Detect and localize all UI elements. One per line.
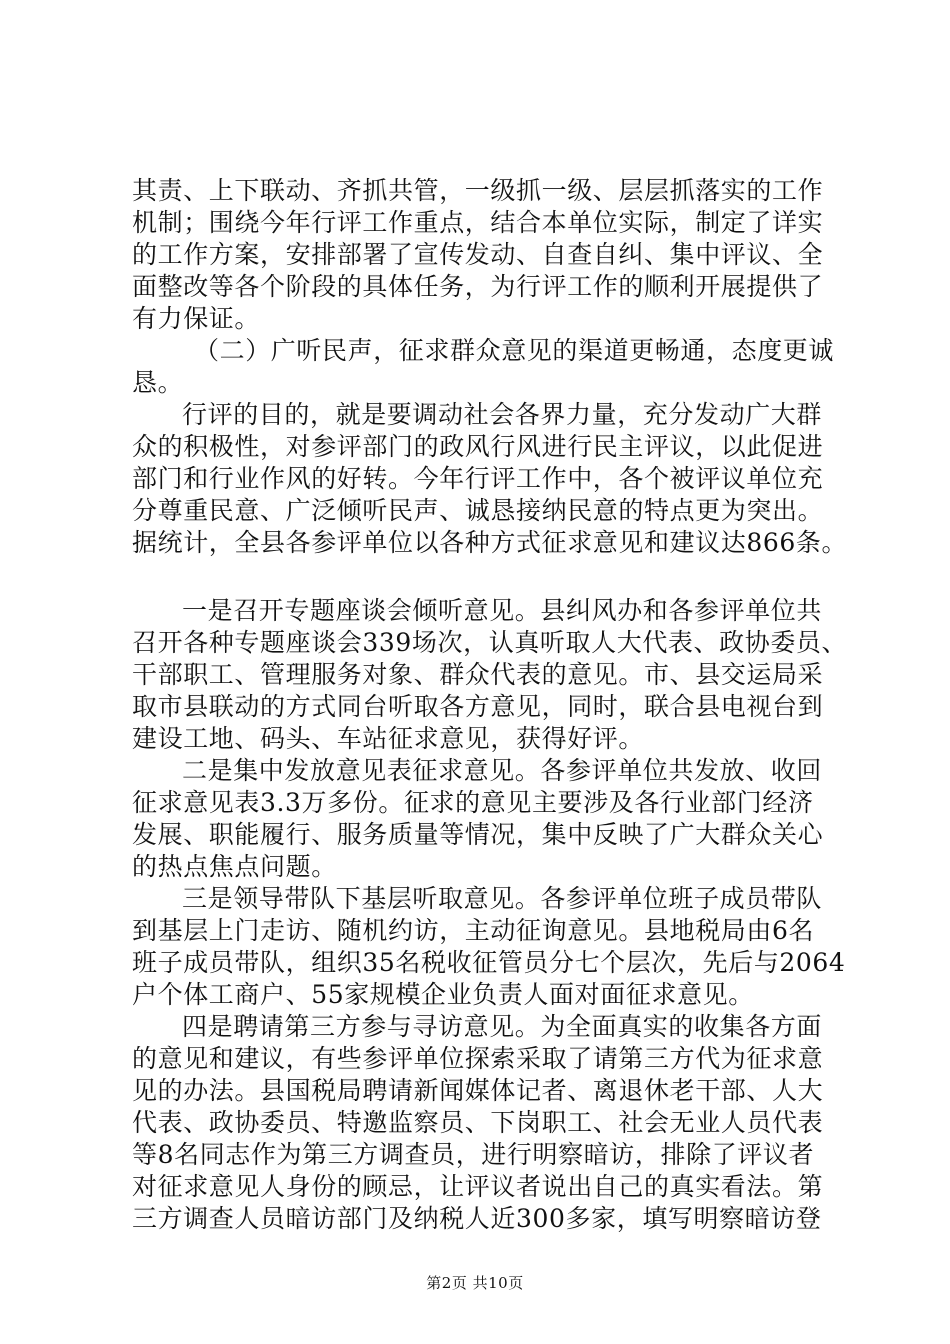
text-line: 等8名同志作为第三方调查员，进行明察暗访，排除了评议者 [132, 1140, 815, 1169]
text-line: 发展、职能履行、服务质量等情况，集中反映了广大群众关心 [132, 820, 824, 849]
text-line: 的工作方案，安排部署了宣传发动、自查自纠、集中评议、全 [132, 240, 824, 269]
text-line: 部门和行业作风的好转。今年行评工作中，各个被评议单位充 [132, 464, 824, 493]
paragraph-questionnaire [132, 755, 852, 883]
text-line: 三方调查人员暗访部门及纳税人近300多家，填写明察暗访登 [132, 1204, 822, 1233]
paragraph-purpose [132, 399, 852, 559]
text-line: 班子成员带队，组织35名税收征管员分七个层次，先后与2064 [132, 948, 846, 977]
text-line: 其责、上下联动、齐抓共管，一级抓一级、层层抓落实的工作 [132, 176, 824, 205]
text-line: （二）广听民声，征求群众意见的渠道更畅通，态度更诚 [194, 336, 835, 365]
text-line: 据统计，全县各参评单位以各种方式征求意见和建议达866条。 [132, 528, 848, 557]
text-line: 到基层上门走访、随机约访，主动征询意见。县地税局由6名 [132, 916, 815, 945]
paragraph-third-party [132, 1011, 852, 1235]
text-line: 有力保证。 [132, 304, 261, 333]
text-line: 分尊重民意、广泛倾听民声、诚恳接纳民意的特点更为突出。 [132, 496, 824, 525]
text-line: 四是聘请第三方参与寻访意见。为全面真实的收集各方面 [182, 1012, 823, 1041]
page-number-footer: 第2页 共10页 [426, 1274, 524, 1292]
text-line: 的意见和建议，有些参评单位探索采取了请第三方代为征求意 [132, 1044, 824, 1073]
text-line: 众的积极性，对参评部门的政风行风进行民主评议，以此促进 [132, 432, 824, 461]
text-line: 一是召开专题座谈会倾听意见。县纠风办和各参评单位共 [182, 596, 823, 625]
text-line: 代表、政协委员、特邀监察员、下岗职工、社会无业人员代表 [132, 1108, 824, 1137]
text-line: 见的办法。县国税局聘请新闻媒体记者、离退休老干部、人大 [132, 1076, 824, 1105]
text-line: 的热点焦点问题。 [132, 852, 337, 881]
text-line: 征求意见表3.3万多份。征求的意见主要涉及各行业部门经济 [132, 788, 814, 817]
text-line: 建设工地、码头、车站征求意见，获得好评。 [132, 724, 645, 753]
document-body [132, 175, 852, 1235]
text-line: 面整改等各个阶段的具体任务，为行评工作的顺利开展提供了 [132, 272, 824, 301]
text-line: 对征求意见人身份的顾忌，让评议者说出自己的真实看法。第 [132, 1172, 824, 1201]
section-heading [132, 335, 852, 399]
paragraph-grassroots-visits [132, 883, 852, 1011]
text-line: 恳。 [132, 368, 184, 397]
paragraph-work-mechanism [132, 175, 852, 335]
text-line: 召开各种专题座谈会339场次，认真听取人大代表、政协委员、 [132, 628, 848, 657]
text-line: 取市县联动的方式同台听取各方意见，同时，联合县电视台到 [132, 692, 824, 721]
text-line: 机制；围绕今年行评工作重点，结合本单位实际，制定了详实 [132, 208, 824, 237]
text-line: 行评的目的，就是要调动社会各界力量，充分发动广大群 [182, 400, 823, 429]
text-line: 三是领导带队下基层听取意见。各参评单位班子成员带队 [182, 884, 823, 913]
text-line: 户个体工商户、55家规模企业负责人面对面征求意见。 [132, 980, 754, 1009]
paragraph-symposium [132, 595, 852, 755]
paragraph-gap [132, 559, 852, 595]
text-line: 二是集中发放意见表征求意见。各参评单位共发放、收回 [182, 756, 823, 785]
text-line: 干部职工、管理服务对象、群众代表的意见。市、县交运局采 [132, 660, 824, 689]
